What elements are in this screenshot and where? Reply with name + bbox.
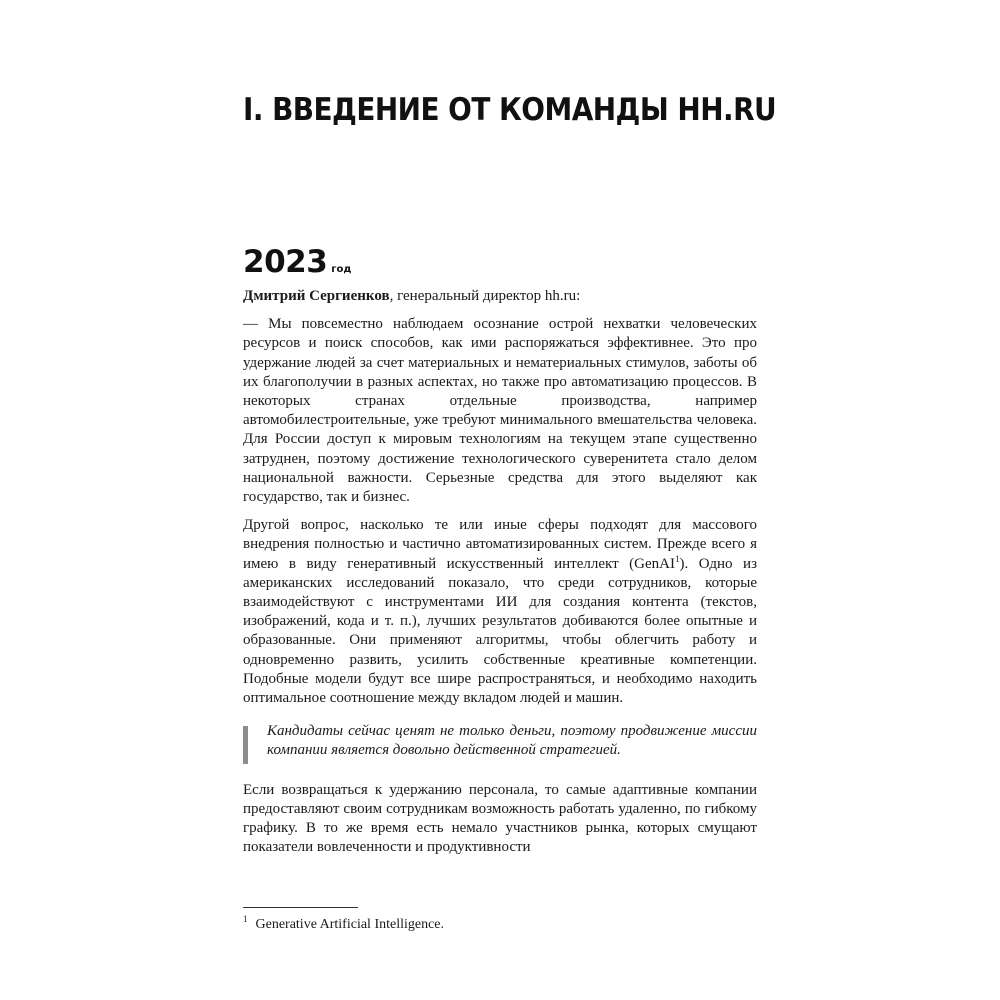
footnote-mark: 1: [243, 914, 248, 925]
pull-quote-text: Кандидаты сейчас ценят не только деньги, поэтому продвижение миссии компании является довольно действенной стратегией.: [267, 723, 757, 759]
footnote-divider: [243, 907, 358, 908]
footnote: [243, 914, 445, 933]
footnote-text: Generative Artificial Intelligence.: [255, 917, 445, 932]
body-text: [243, 287, 757, 866]
year-heading: [243, 244, 351, 280]
chapter-title: I. ВВЕДЕНИЕ ОТ КОМАНДЫ HH.RU: [243, 92, 777, 128]
quote-bar: [243, 726, 248, 764]
paragraph-1: — Мы повсеместно наблюдаем осознание острой нехватки человеческих ресурсов и поиск способов, как ими распоряжаться эффективнее. Это про удержание людей за счет материальных и нематериальных стимулов, заботы об их благополучии в разных аспектах, но также про автоматизацию процессов. В некоторых странах отдельные производства, например автомобилестроительные, уже требуют минимального вмешательства человека. Для России доступ к мировым технологиям на текущем этапе существенно затруднен, поэтому достижение технологического суверенитета стало делом национальной важности. Серьезные средства для этого выделяют как государство, так и бизнес.: [243, 316, 757, 506]
paragraph-2: [243, 516, 757, 708]
year-suffix: год: [331, 264, 352, 275]
author-line: [243, 287, 757, 306]
author-role: , генеральный директор hh.ru:: [389, 288, 581, 304]
paragraph-2-part-2: ). Одно из американских исследований показало, что среди сотрудников, которые взаимодействуют с инструментами ИИ для создания контента (текстов, изображений, кода и т. п.), лучших результатов добиваются более опытные и образованные. Они применяют алгоритмы, чтобы облегчить работу и одновременно развить, усилить собственные креативные компетенции. Подобные модели будут все шире распространяться, и необходимо находить оптимальное соотношение между вкладом людей и машин.: [243, 555, 757, 707]
paragraph-3: Если возвращаться к удержанию персонала, то самые адаптивные компании предоставляют своим сотрудникам возможность работать удаленно, по гибкому графику. В то же время есть немало участников рынка, которых смущают показатели вовлеченности и продуктивности: [243, 781, 757, 856]
author-name: Дмитрий Сергиенков: [243, 288, 390, 304]
paragraph-2-part-1: Другой вопрос, насколько те или иные сферы подходят для массового внедрения полностью и частично автоматизированных систем. Прежде всего я имею в виду генеративный искусственный интеллект (GenAI: [243, 517, 757, 572]
pull-quote: [243, 722, 757, 760]
book-page: [243, 0, 777, 1000]
year-number: 2023: [243, 244, 328, 280]
footnote-reference: 1: [674, 553, 680, 564]
